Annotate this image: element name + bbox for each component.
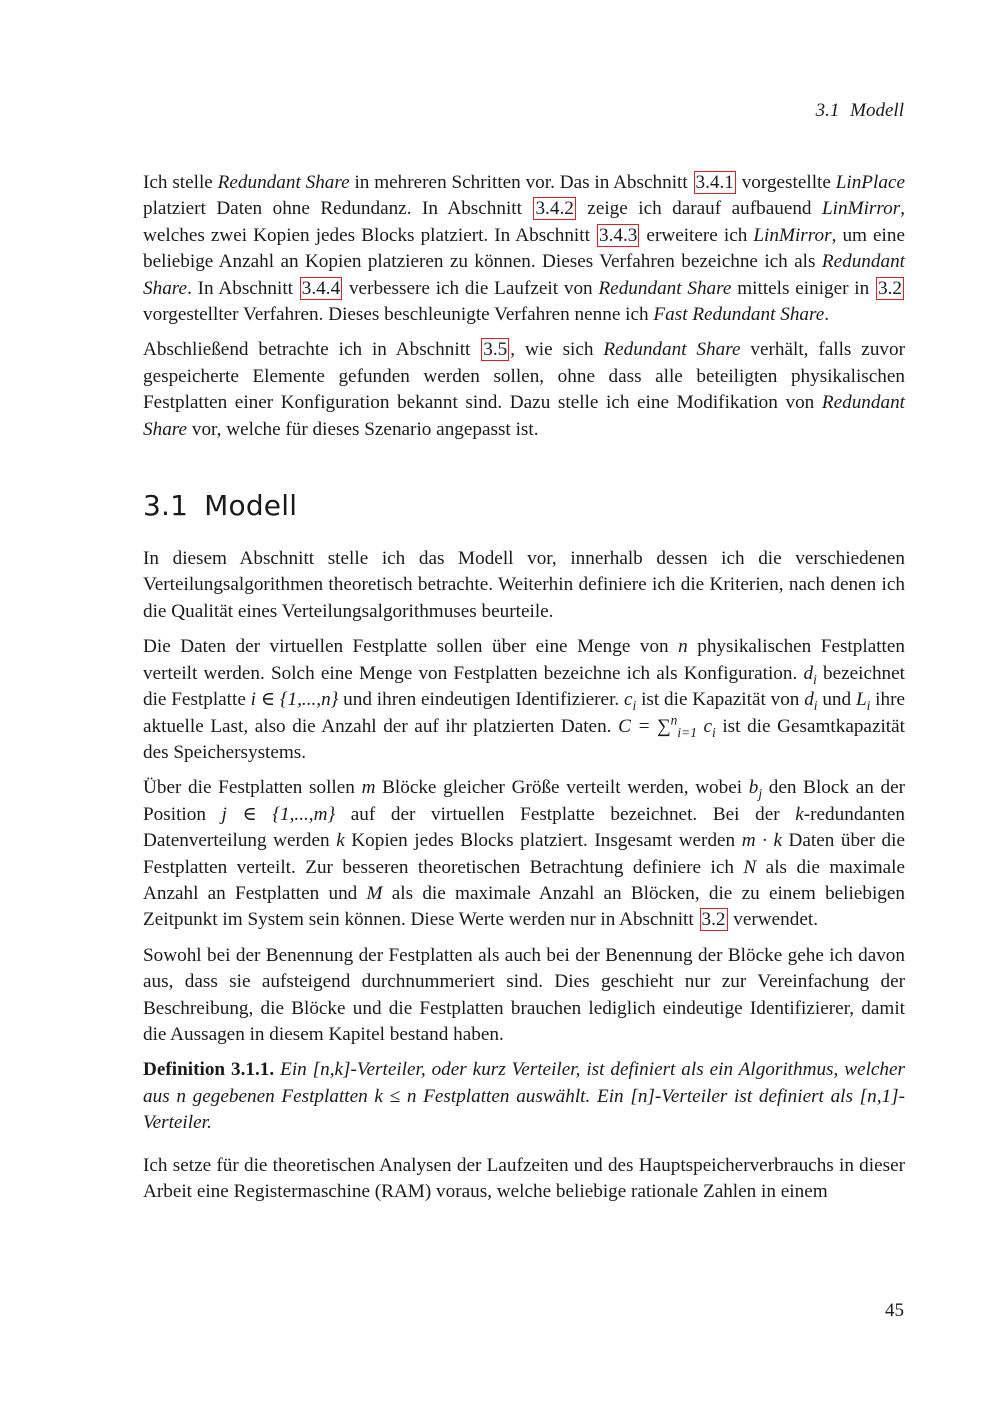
math: N <box>743 856 757 878</box>
text: ist die Kapazität von <box>636 689 805 711</box>
section-ref-3-5[interactable]: 3.5 <box>483 339 508 361</box>
definition-text: Ein [n,k]-Verteiler, oder kurz Verteiler, ist definiert als ein Algorithmus, welcher aus n gegebenen Festplatten k ≤ n Festplatten auswählt. Ein [n]-Verteiler ist definiert als [n,1]-Verteiler. <box>143 1059 905 1134</box>
math: m <box>361 777 376 799</box>
emphasis: Redundant Share <box>143 251 905 299</box>
text: Kopien jedes Blocks platziert. Insgesamt werden <box>344 830 742 852</box>
text: mittels einiger in <box>731 277 876 299</box>
paragraph-model-intro: In diesem Abschnitt stelle ich das Modell vor, innerhalb dessen ich die verschiedenen Verteilungsalgorithmen theoretisch betrachte. Weiterhin definiere ich die Kriterien, nach denen ich die Qualität eines Verteilungsalgorithmuses beurteile. <box>143 548 905 622</box>
page-number: 45 <box>885 1300 904 1321</box>
math: b <box>748 777 759 799</box>
text: zeige ich darauf aufbauend <box>576 198 823 220</box>
math-subscript: i <box>632 697 637 713</box>
text: als die maximale Anzahl an Blöcken, die zu einem beliebigen Zeitpunkt im System sein können. Diese Werte werden nur in Abschnitt <box>143 882 905 931</box>
math: k <box>795 803 804 825</box>
section-title: Modell <box>204 489 298 523</box>
definition-3-1-1 <box>143 1057 905 1136</box>
text: -redundanten Datenverteilung werden <box>143 803 905 852</box>
text: bezeichnet die Festplatte <box>143 662 906 711</box>
math: d <box>804 689 814 711</box>
section-heading <box>143 489 905 522</box>
math-subscript: i <box>813 671 817 687</box>
section-ref-3-4-2[interactable]: 3.4.2 <box>535 198 574 220</box>
emphasis: Fast Redundant Share <box>653 304 825 326</box>
math: n <box>678 636 688 658</box>
running-head-number: 3.1 <box>815 100 840 121</box>
text: vorgestellter Verfahren. Dieses beschleunigte Verfahren nenne ich <box>143 304 654 326</box>
paragraph-configuration <box>143 634 905 766</box>
text: vorgestellte <box>736 172 836 193</box>
text: auf der virtuellen Festplatte bezeichnet. Bei der <box>335 803 796 825</box>
math-subscript: i=1 <box>677 724 697 740</box>
section-ref-3-2[interactable]: 3.2 <box>878 277 903 299</box>
math-subscript: i <box>712 724 716 740</box>
text: verhält, falls zuvor gespeicherte Elemente gefunden werden sollen, ohne dass alle beteiligten physikalischen Festplatten einer Konfiguration bekannt sind. Dazu stelle ich eine Modifikation von <box>143 339 905 414</box>
text: Abschließend betrachte ich in Abschnitt <box>143 339 481 361</box>
text: verbessere ich die Laufzeit von <box>343 277 599 299</box>
text: als die maximale Anzahl an Festplatten und <box>143 856 905 904</box>
math: C = ∑ <box>618 715 671 737</box>
paragraph-intro-2 <box>143 337 905 443</box>
math: L <box>855 689 867 711</box>
math: d <box>803 662 814 684</box>
math-superscript: n <box>670 712 678 728</box>
text: und ihren eindeutigen Identifizierer. <box>338 689 625 711</box>
text: und <box>817 689 856 711</box>
emphasis: LinMirror <box>822 198 901 220</box>
section-ref-3-2-b[interactable]: 3.2 <box>701 909 726 931</box>
text: ihre aktuelle Last, also die Anzahl der auf ihr platzierten Daten. <box>143 689 905 737</box>
emphasis: LinPlace <box>835 172 905 193</box>
text: physikalischen Festplatten verteilt werden. Solch eine Menge von Festplatten bezeichne ich als Konfiguration. <box>143 636 905 684</box>
text: in mehreren Schritten vor. Das in Abschnitt <box>349 172 693 193</box>
math: i ∈ {1,...,n} <box>250 689 339 711</box>
text: ist die Gesamtkapazität des Speichersystems. <box>143 715 905 763</box>
emphasis: Redundant Share <box>217 172 350 193</box>
text: , wie sich <box>510 339 604 361</box>
text: Über die Festplatten sollen <box>143 777 362 799</box>
text: , um eine beliebige Anzahl an Kopien platzieren zu können. Dieses Verfahren bezeichne ich als <box>143 224 905 273</box>
text: Die Daten der virtuellen Festplatte sollen über eine Menge von <box>143 636 679 658</box>
paragraph-ram: Ich setze für die theoretischen Analysen der Laufzeiten und des Hauptspeicherverbrauchs in dieser Arbeit eine Registermaschine (RAM) voraus, welche beliebige rationale Zahlen in einem <box>143 1154 905 1202</box>
paragraph-intro-1 <box>143 170 905 328</box>
text: erweitere ich <box>640 224 754 246</box>
text: , welches zwei Kopien jedes Blocks platziert. In Abschnitt <box>143 198 906 246</box>
math-subscript: i <box>813 697 818 713</box>
text: Ich stelle <box>143 172 218 193</box>
text: Blöcke gleicher Größe verteilt werden, wobei <box>375 777 749 799</box>
section-ref-3-4-1[interactable]: 3.4.1 <box>695 172 734 193</box>
definition-label: Definition 3.1.1. <box>143 1059 275 1081</box>
section-ref-3-4-4[interactable]: 3.4.4 <box>301 277 341 299</box>
math: c <box>696 715 713 737</box>
emphasis: LinMirror <box>753 224 832 246</box>
math: k <box>336 830 345 852</box>
text: . In Abschnitt <box>187 277 299 299</box>
text: Daten über die Festplatten verteilt. Zur besseren theoretischen Betrachtung definiere ich <box>143 830 906 878</box>
emphasis: Redundant Share <box>143 392 905 440</box>
running-head-title: Modell <box>850 100 904 121</box>
math: c <box>624 689 633 711</box>
body-text <box>143 170 905 1214</box>
math-subscript: j <box>758 786 763 802</box>
emphasis: Redundant Share <box>598 277 732 299</box>
text: platziert Daten ohne Redundanz. In Abschnitt <box>143 198 533 220</box>
text: . <box>824 304 830 326</box>
math: M <box>366 882 383 904</box>
paragraph-blocks <box>143 775 905 933</box>
emphasis: Redundant Share <box>603 339 741 361</box>
math: m · k <box>741 830 782 852</box>
text: verwendet. <box>728 909 819 931</box>
math: j ∈ {1,...,m} <box>221 803 336 825</box>
section-number: 3.1 <box>143 489 189 523</box>
section-ref-3-4-3[interactable]: 3.4.3 <box>598 224 638 246</box>
paragraph-numbering: Sowohl bei der Benennung der Festplatten als auch bei der Benennung der Blöcke gehe ich davon aus, dass sie aufsteigend durchnummeriert sind. Dies geschieht nur zur Vereinfachung der Beschreibung, die Blöcke und die Festplatten brauchen lediglich eindeutige Identifizierer, damit die Aussagen in diesem Kapitel bestand haben. <box>143 944 905 1045</box>
text: den Block an der Position <box>143 777 905 825</box>
math-subscript: i <box>866 697 871 713</box>
running-head <box>816 100 904 122</box>
text: vor, welche für dieses Szenario angepasst ist. <box>187 418 539 440</box>
